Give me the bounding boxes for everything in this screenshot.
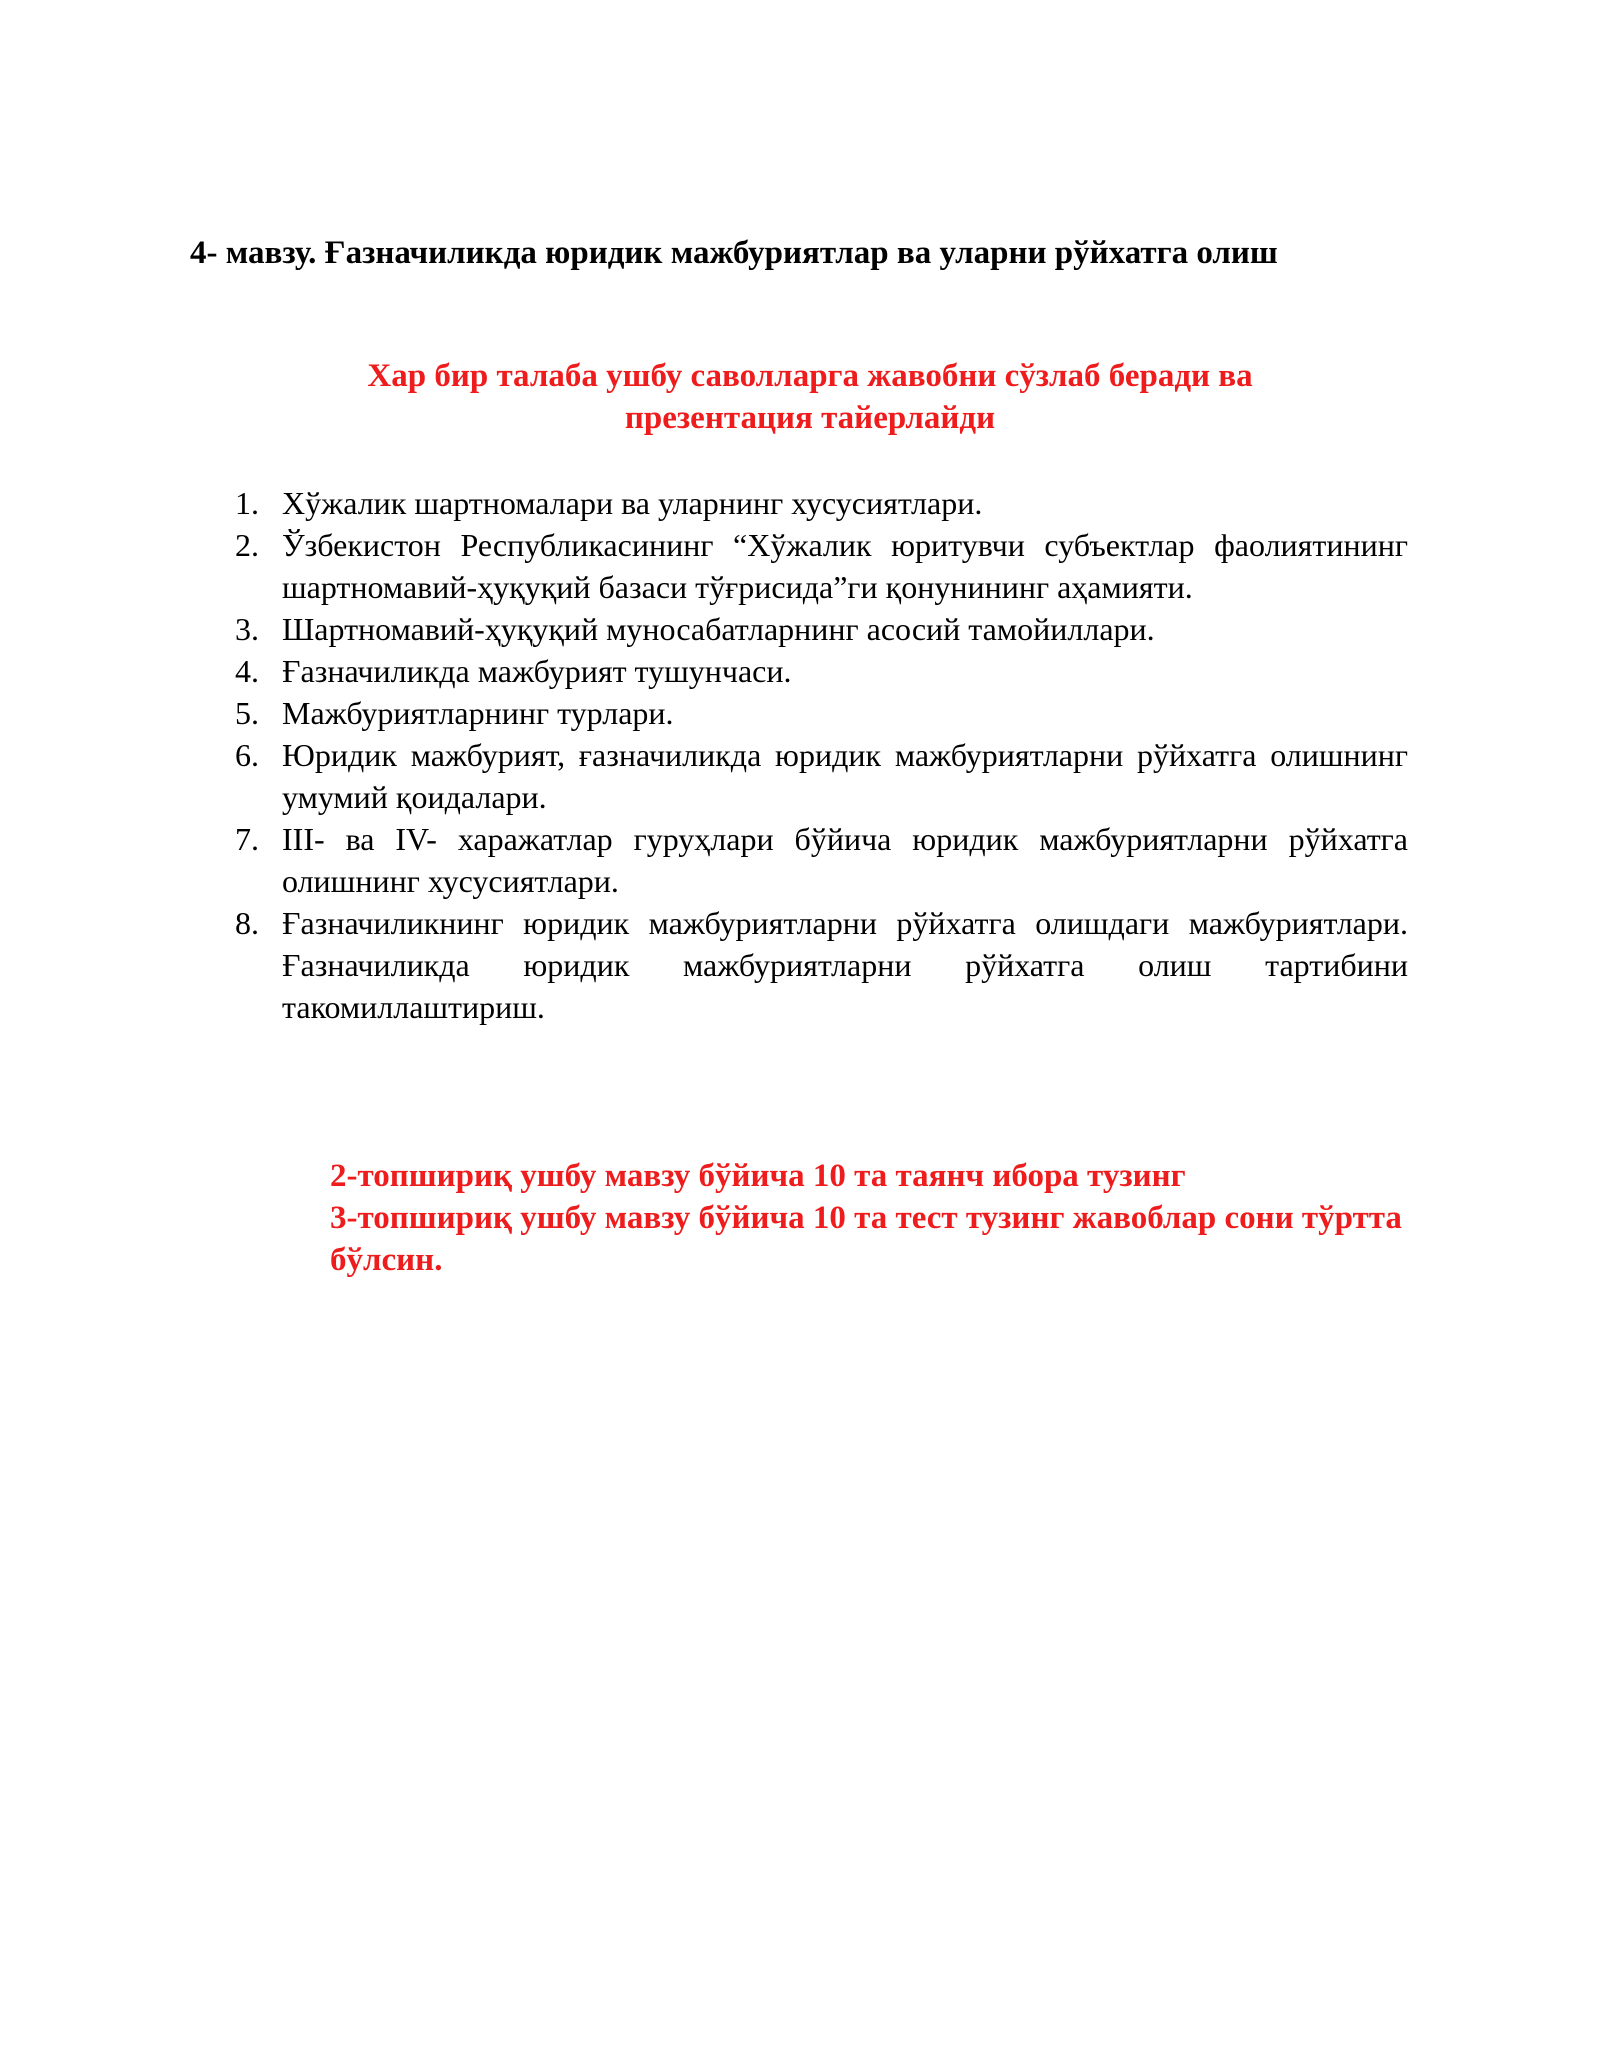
question-item (230, 818, 1408, 902)
question-number: 6. (235, 737, 259, 773)
question-number: 4. (235, 653, 259, 689)
question-item (230, 734, 1408, 818)
instruction-line-1: Хар бир талаба ушбу саволларга жавобни сўзлаб беради ва (367, 358, 1253, 394)
question-number: 5. (235, 695, 259, 731)
question-text: Юридик мажбурият, ғазначиликда юридик мажбуриятларни рўйхатга олишнинг умумий қоидалари. (282, 737, 1408, 815)
question-item (230, 524, 1408, 608)
question-number: 7. (235, 821, 259, 857)
question-text: III- ва IV- харажатлар гуруҳлари бўйича юридик мажбуриятларни рўйхатга олишнинг хусусиятлари. (282, 821, 1408, 899)
question-text: Мажбуриятларнинг турлари. (282, 695, 674, 731)
question-text: Ғазначиликнинг юридик мажбуриятларни рўйхатга олишдаги мажбуриятлари. Ғазначиликда юридик мажбуриятларни рўйхатга олиш тартибини такомиллаштириш. (282, 905, 1408, 1025)
question-number: 8. (235, 905, 259, 941)
question-number: 3. (235, 611, 259, 647)
instruction-line-2: презентация тайерлайди (624, 400, 996, 436)
question-text: Ғазначиликда мажбурият тушунчаси. (282, 653, 792, 689)
question-number: 2. (235, 527, 259, 563)
question-item (230, 902, 1408, 1028)
question-text: Хўжалик шартномалари ва уларнинг хусусиятлари. (282, 485, 983, 521)
topic-title: 4- мавзу. Ғазначиликда юридик мажбуриятлар ва уларни рўйхатга олиш (190, 235, 1278, 271)
question-item (230, 650, 1408, 692)
assignment-tasks (330, 1155, 1412, 1281)
question-item (230, 692, 1408, 734)
question-item (230, 482, 1408, 524)
student-instruction (190, 355, 1430, 439)
question-number: 1. (235, 485, 259, 521)
question-text: Шартномавий-ҳуқуқий муносабатларнинг асосий тамойиллари. (282, 611, 1155, 647)
question-list (230, 482, 1408, 1028)
question-item (230, 608, 1408, 650)
question-text: Ўзбекистон Республикасининг “Хўжалик юритувчи субъектлар фаолиятининг шартномавий-ҳуқуқий базаси тўғрисида”ги қонунининг аҳамияти. (282, 527, 1408, 605)
task-2: 2-топшириқ ушбу мавзу бўйича 10 та таянч ибора тузинг (330, 1158, 1186, 1194)
task-3: 3-топшириқ ушбу мавзу бўйича 10 та тест тузинг жавоблар сони тўртта бўлсин. (330, 1200, 1402, 1278)
